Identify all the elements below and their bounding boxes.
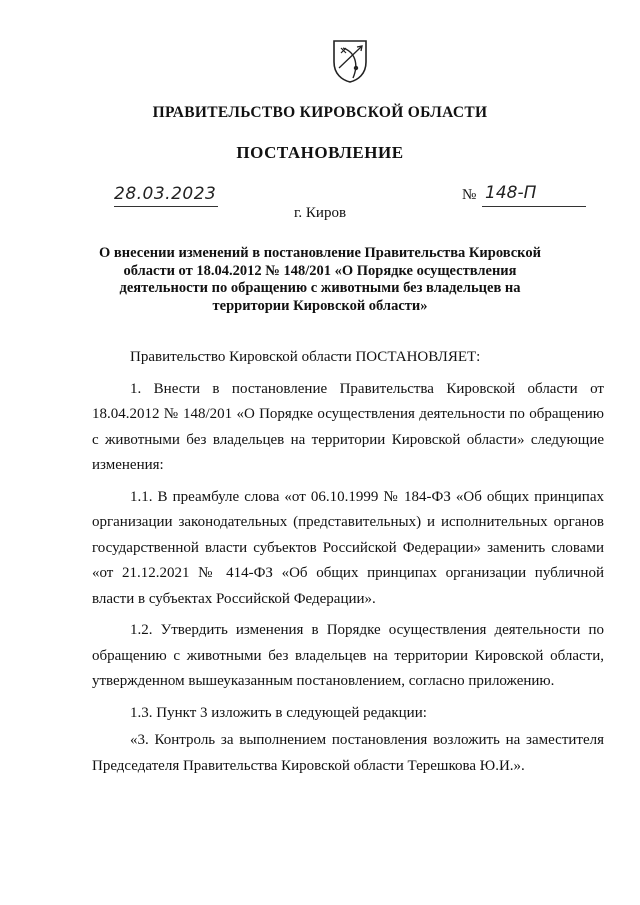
city-name: г. Киров <box>293 205 347 221</box>
paragraph-1-2: 1.2. Утвердить изменения в Порядке осуществления деятельности по обращению с животными без владельцев на территории Кировской области, утвержденном вышеуказанным постановлением, согласно приложению. <box>92 622 604 689</box>
document-title: О внесении изменений в постановление Правительства Кировской области от 18.04.2012 № 148/201 «О Порядке осуществления деятельности по обращению с животными без владельцев на территории Кировской области» <box>99 245 541 314</box>
number-label: № <box>462 187 477 203</box>
document-number: 148-П <box>485 183 537 203</box>
organization-heading: ПРАВИТЕЛЬСТВО КИРОВСКОЙ ОБЛАСТИ <box>152 104 488 121</box>
document-type-heading: ПОСТАНОВЛЕНИЕ <box>236 143 404 162</box>
paragraph-1-3: 1.3. Пункт 3 изложить в следующей редакции: <box>130 704 427 721</box>
intro-paragraph: Правительство Кировской области ПОСТАНОВЛЯЕТ: <box>130 349 481 365</box>
paragraph-1: 1. Внести в постановление Правительства Кировской области от 18.04.2012 № 148/201 «О Порядке осуществления деятельности по обращению с животными без владельцев на территории Кировской области» следующие изменения: <box>92 380 604 473</box>
coat-of-arms-icon <box>331 38 369 84</box>
paragraph-1-1: 1.1. В преамбуле слова «от 06.10.1999 № 184-ФЗ «Об общих принципах организации законодательных (представительных) и исполнительных органов государственной власти субъектов Российской Федерации» заменить словами «от 21.12.2021 № 414-ФЗ «Об общих принципах организации публичной власти в субъектах Российской Федерации». <box>92 488 604 607</box>
paragraph-3-quote: «3. Контроль за выполнением постановления возложить на заместителя Председателя Правительства Кировской области Терешкова Ю.И.». <box>92 732 604 774</box>
document-body <box>92 345 604 785</box>
document-date: 28.03.2023 <box>114 184 217 204</box>
